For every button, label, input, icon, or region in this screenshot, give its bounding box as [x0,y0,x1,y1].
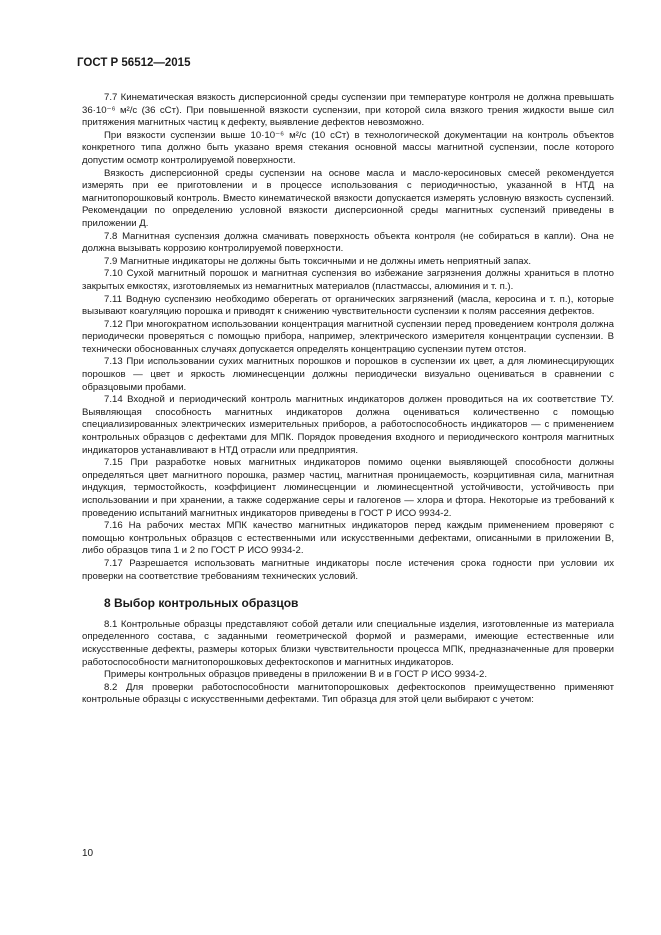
paragraph-8-1-examples: Примеры контрольных образцов приведены в приложении В и в ГОСТ Р ИСО 9934-2. [104,669,488,681]
page-number: 10 [82,848,94,859]
paragraph-7-9: 7.9 Магнитные индикаторы не должны быть токсичными и не должны иметь неприятный запах. [104,255,532,267]
paragraph-7-7: 7.7 Кинематическая вязкость дисперсионной среды суспензии при температуре контроля не должна превышать 36·10⁻⁶ м²/с (36 сСт). При повышенной вязкости суспензии, при которой сила вязкого трения жидкости выше сил притяжения магнитных частиц к дефекту, выявление дефектов невозможно. [82,92,614,129]
paragraph-7-12: 7.12 При многократном использовании концентрация магнитной суспензии перед проведением контроля должна периодически проверяться с помощью прибора, например, электрического измерителя концентрации суспензии. В технически обоснованных случаях допускается определять концентрацию суспензии путем отстоя. [82,318,614,355]
paragraph-7-8: 7.8 Магнитная суспензия должна смачивать поверхность объекта контроля (не собираться в капли). Она не должна вызывать коррозию контролируемой поверхности. [82,230,614,255]
paragraph-8-1: 8.1 Контрольные образцы представляют собой детали или специальные изделия, изготовленные из материала определенного состава, с заданными геометрической формой и размерами, имеющие естественные или искусственные дефекты, размеры которых близки чувствительности процесса МПК, предназначенные для проверки работоспособности магнитопорошковых дефектоскопов и магнитных индикаторов. [82,618,614,668]
paragraph-7-17: 7.17 Разрешается использовать магнитные индикаторы после истечения срока годности при условии их проверки на соответствие требованиям технических условий. [82,557,614,582]
paragraph-7-7-measurement: Вязкость дисперсионной среды суспензии на основе масла и масло-керосиновых смесей рекомендуется измерять при ее приготовлении и в процессе использования с периодичностью, указанной в НТД на магнитопорошковый контроль. Вместо кинематической вязкости допускается измерять условную вязкость суспензий. Рекомендации по определению условной вязкости дисперсионной среды магнитных суспензий приведены в приложении Д. [82,167,614,229]
paragraph-7-10: 7.10 Сухой магнитный порошок и магнитная суспензия во избежание загрязнения должны храниться в плотно закрытых емкостях, изготовляемых из немагнитных материалов (пластмассы, алюминия и т. п.). [82,268,614,292]
paragraph-7-11: 7.11 Водную суспензию необходимо оберегать от органических загрязнений (масла, керосина и т. п.), которые вызывают коагуляцию порошка и приводят к снижению чувствительности суспензии к полям рассеяния дефектов. [82,293,614,318]
paragraph-7-7-viscosity-note: При вязкости суспензии выше 10·10⁻⁶ м²/с (10 сСт) в технологической документации на контроль объектов конкретного типа должно быть указано время стекания основной массы магнитной суспензии, после которого допустим осмотр контролируемой поверхности. [82,129,614,166]
paragraph-7-13: 7.13 При использовании сухих магнитных порошков и порошков в суспензии их цвет, а для люминесцирующих порошков — цвет и яркость люминесценции должны периодически визуально оцениваться в сравнении с образцовыми пробами. [82,356,614,393]
paragraph-7-14: 7.14 Входной и периодический контроль магнитных индикаторов должен проводиться на их соответствие ТУ. Выявляющая способность магнитных индикаторов должна оцениваться количественно с помощью специализированных электрических измерительных приборов, а работоспособность индикаторов — с применением контрольных образцов с дефектами для МПК. Порядок проведения входного и периодического контроля магнитных индикаторов устанавливают в НТД отрасли или предприятия. [82,394,614,456]
paragraph-8-2: 8.2 Для проверки работоспособности магнитопорошковых дефектоскопов преимущественно применяют контрольные образцы с искусственными дефектами. Тип образца для этой цели выбирают с учетом: [82,681,614,706]
document-body [82,92,614,707]
paragraph-7-15: 7.15 При разработке новых магнитных индикаторов помимо оценки выявляющей способности должны определяться цвет магнитного порошка, размер частиц, магнитная проницаемость, коэрцитивная сила, магнитная индукция, термостойкость, коэффициент люминесценции и люминесцентной устойчивости, устойчивость при использовании и при хранении, а также содержание серы и галогенов — хлора и фтора. Некоторые из требований к проведению испытаний магнитных индикаторов приведены в ГОСТ Р ИСО 9934-2. [82,457,614,519]
document-header: ГОСТ Р 56512—2015 [77,57,191,69]
section-heading: 8 Выбор контрольных образцов [104,596,299,611]
paragraph-7-16: 7.16 На рабочих местах МПК качество магнитных индикаторов перед каждым применением проверяют с помощью контрольных образцов с естественными или искусственными дефектами, описанными в приложении В, либо образцов типа 1 и 2 по ГОСТ Р ИСО 9934-2. [82,520,614,557]
